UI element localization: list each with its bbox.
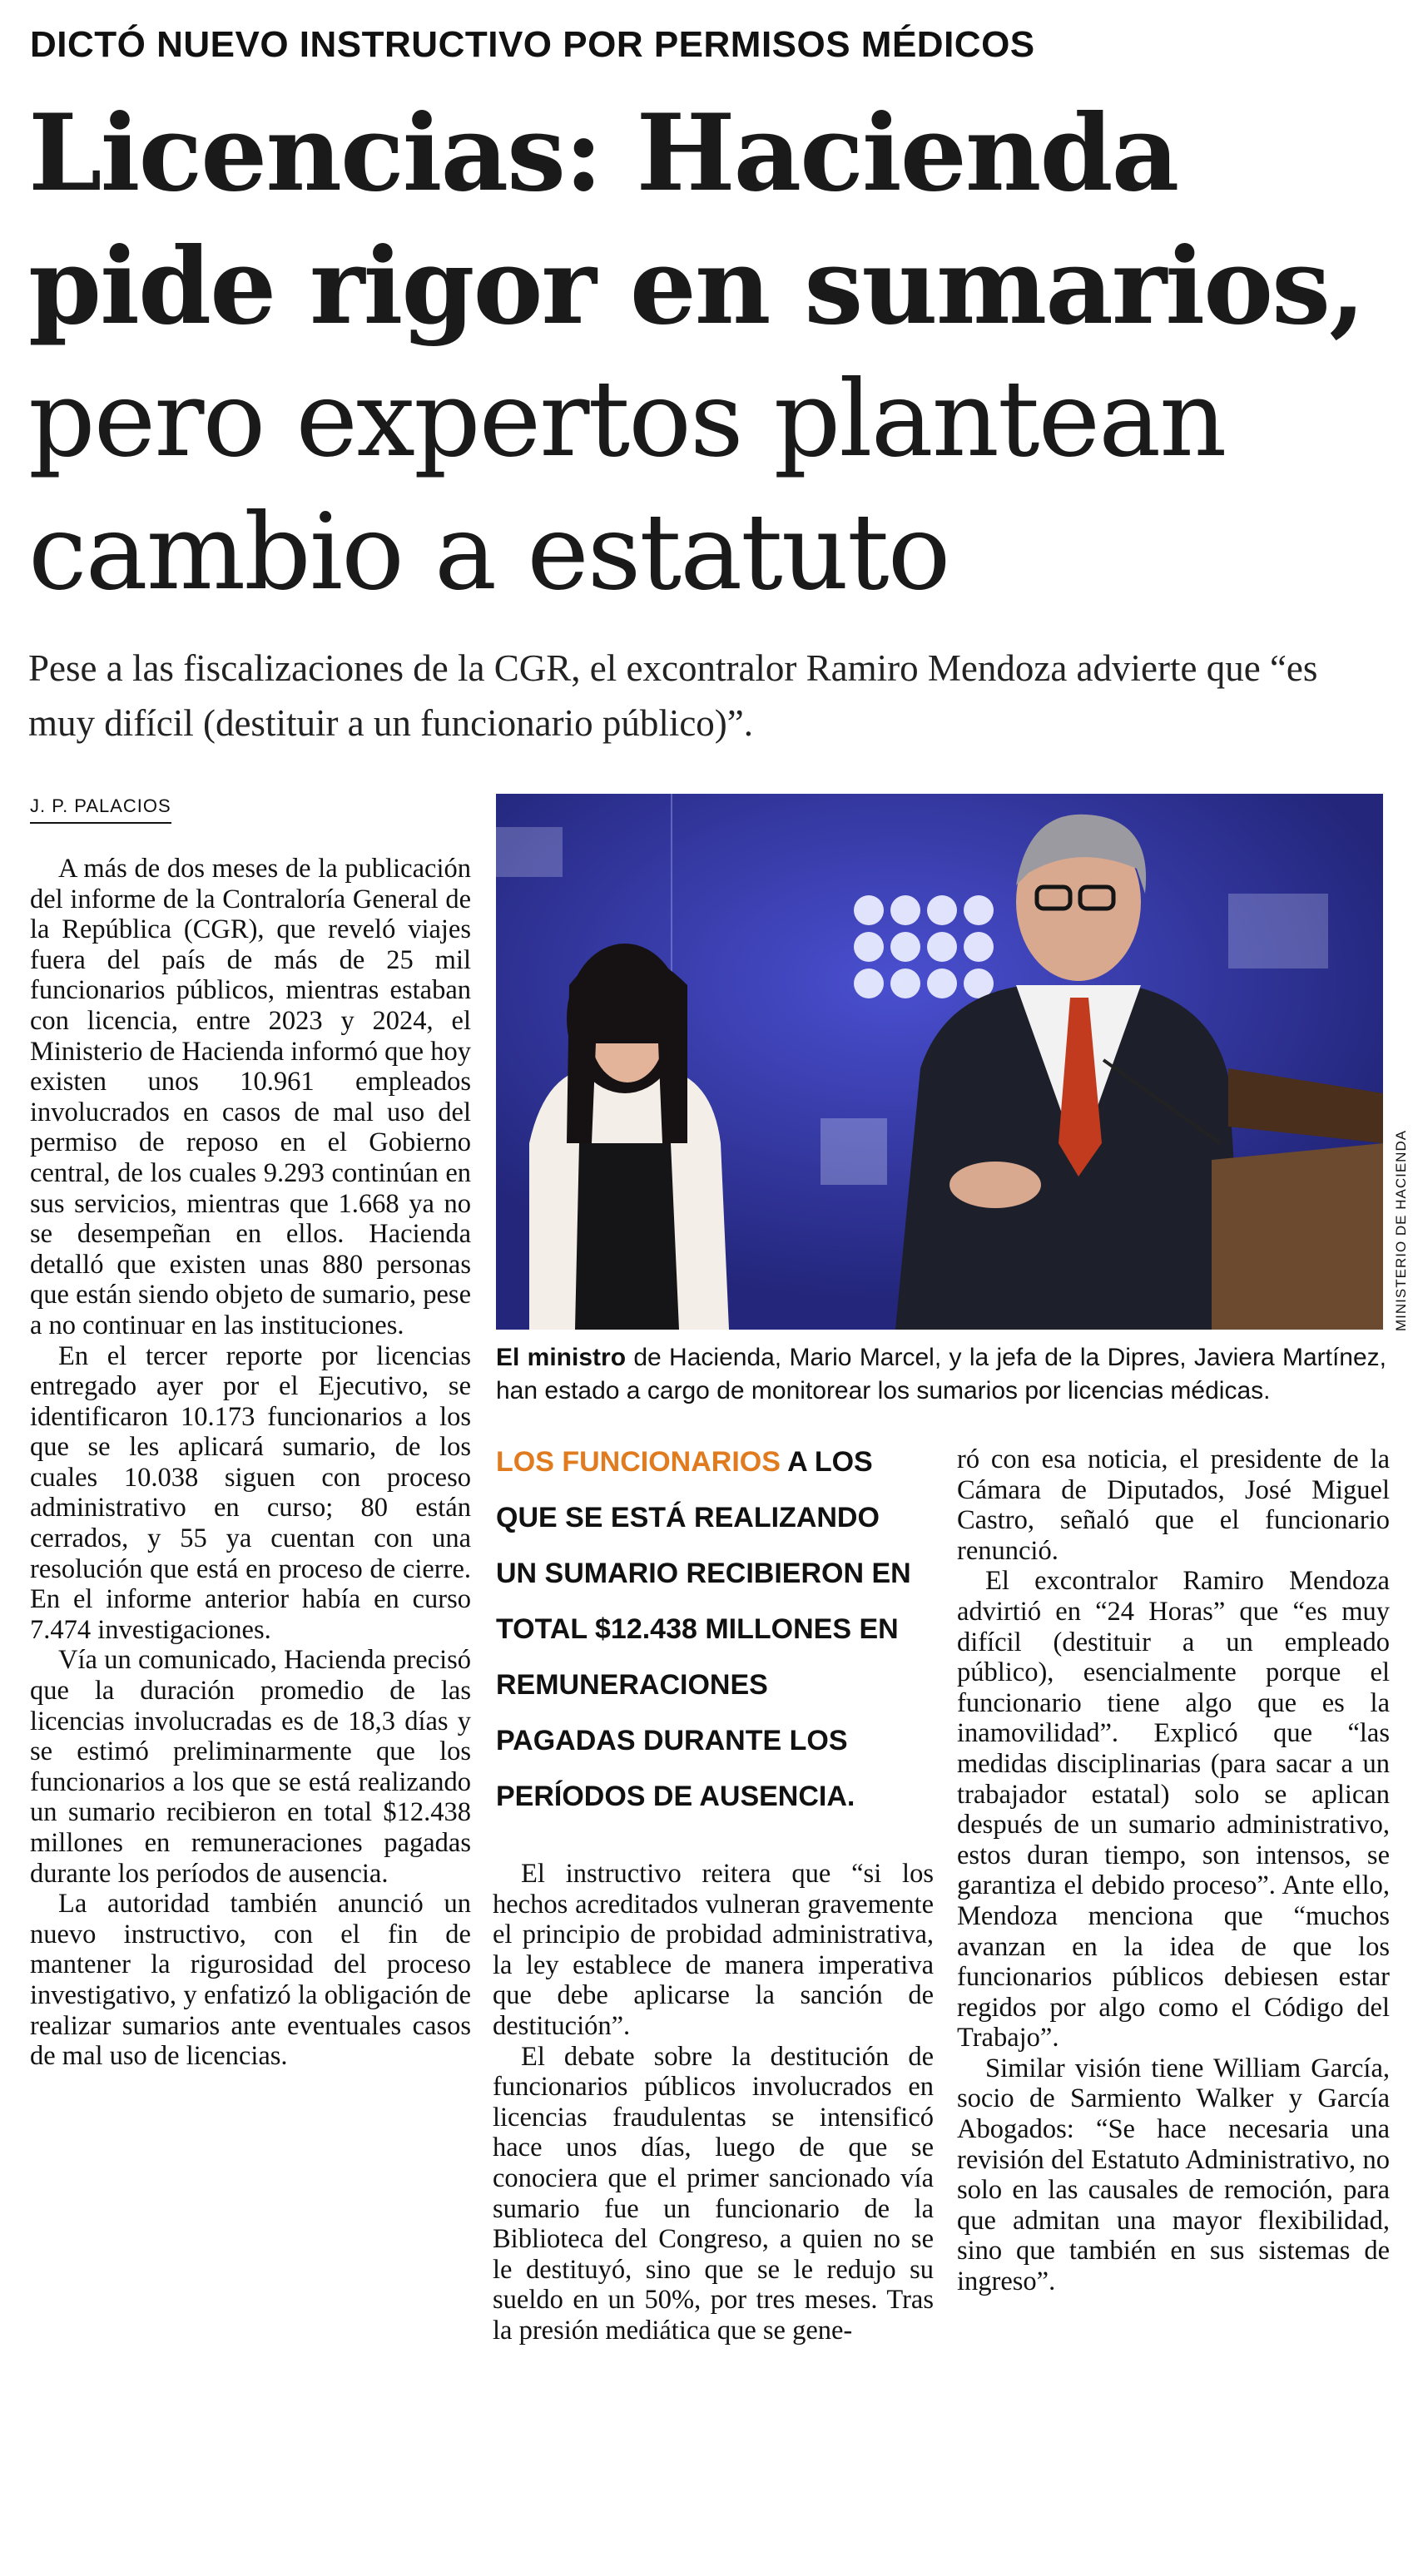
headline [28, 87, 1393, 619]
body-column-2 [493, 1859, 934, 2346]
paragraph: En el tercer reporte por licencias entregado ayer por el Ejecutivo, se identificaron 10.173 funcionarios a los que se les aplicará sumario, de los cuales 10.038 siguen con proceso administrativo en curso; 80 están cerrados, y 55 ya cuentan con una resolución que está en proceso de cierre. En el informe anterior había en curso 7.474 investigaciones. [30, 1340, 471, 1645]
headline-line-2: pide rigor en sumarios, [28, 225, 1364, 348]
pull-quote-text: A LOS QUE SE ESTÁ REALIZANDO UN SUMARIO RECIBIERON EN TOTAL $12.438 MILLONES EN REMUNERACIONES PAGADAS DURANTE LOS PERÍODOS DE AUSENCIA. [496, 1446, 911, 1812]
paragraph: A más de dos meses de la publicación del informe de la Contraloría General de la República (CGR), que reveló viajes fuera del país de más de 25 mil funcionarios públicos, mientras estaban con licencia, entre 2023 y 2024, el Ministerio de Hacienda informó que hoy existen unos 10.961 empleados involucrados en casos de mal uso del permiso de reposo en el Gobierno central, de los cuales 9.293 continúan en sus servicios, mientras que 1.668 ya no se desempeñan en ellos. Hacienda detalló que existen unas 880 personas que están siendo objeto de sumario, pese a no continuar en las instituciones. [30, 854, 471, 1340]
paragraph: El debate sobre la destitución de funcionarios públicos involucrados en licencias fraudulentas se intensificó hace unos días, luego de que se conociera que el primer sancionado vía sumario fue un funcionario de la Biblioteca del Congreso, a quien no se le destituyó, sino que se le redujo su sueldo en un 50%, por tres meses. Tras la presión mediática que se gene- [493, 2041, 934, 2346]
photo-credit: MINISTERIO DE HACIENDA [1393, 1129, 1409, 1331]
headline-line-1: Licencias: Hacienda [28, 92, 1178, 215]
headline-line-4: cambio a estatuto [28, 491, 949, 613]
byline: J. P. PALACIOS [30, 795, 171, 824]
headline-line-3: pero expertos plantean [28, 358, 1226, 480]
caption-text: de Hacienda, Mario Marcel, y la jefa de la Dipres, Javiera Martínez, han estado a cargo de monitorear los sumarios por licencias médicas. [496, 1344, 1386, 1404]
caption-lead: El ministro [496, 1344, 627, 1371]
paragraph: La autoridad también anunció un nuevo instructivo, con el fin de mantener la rigurosidad del proceso investigativo, y enfatizó la obligación de realizar sumarios ante eventuales casos de mal uso de licencias. [30, 1889, 471, 2072]
deck: Pese a las fiscalizaciones de la CGR, el excontralor Ramiro Mendoza advierte que “es muy difícil (destituir a un funcionario público)”. [28, 647, 1318, 744]
paragraph: El excontralor Ramiro Mendoza advirtió en “24 Horas” que “es muy difícil (destituir a un empleado público), esencialmente porque el funcionario tiene algo que es la inamovilidad”. Explicó que “las medidas disciplinarias (para sacar a un trabajador estatal) solo se aplican después de un sumario administrativo, estos duran tiempo, son intensos, se garantiza el debido proceso”. Ante ello, Mendoza menciona que “muchos avanzan en la idea de que los funcionarios públicos debiesen estar regidos por algo como el Código del Trabajo”. [957, 1566, 1390, 2053]
pull-quote-lead: LOS FUNCIONARIOS [496, 1446, 781, 1478]
kicker: DICTÓ NUEVO INSTRUCTIVO POR PERMISOS MÉDICOS [30, 24, 1035, 65]
body-column-3 [957, 1444, 1390, 2297]
paragraph-continued: ró con esa noticia, el presidente de la Cámara de Diputados, José Miguel Castro, señaló que el funcionario renunció. [957, 1444, 1390, 1566]
paragraph: El instructivo reitera que “si los hechos acreditados vulneran gravemente el principio de probidad administrativa, la ley establece de manera imperativa que debe aplicarse la sanción de destitución”. [493, 1859, 934, 2041]
paragraph: Vía un comunicado, Hacienda precisó que la duración promedio de las licencias involucradas es de 18,3 días y se estimó preliminarmente que los funcionarios a los que se está realizando un sumario recibieron en total $12.438 millones en remuneraciones pagadas durante los períodos de ausencia. [30, 1645, 471, 1889]
paragraph: Similar visión tiene William García, socio de Sarmiento Walker y García Abogados: “Se hace necesaria una revisión del Estatuto Administrativo, no solo en las causales de remoción, para que admitan una mayor flexibilidad, sino que también en sus sistemas de ingreso”. [957, 2053, 1390, 2297]
photo-caption [496, 1341, 1386, 1408]
news-photo [496, 794, 1383, 1330]
pull-quote [496, 1434, 912, 1825]
photo-illustration [496, 794, 1383, 1330]
body-column-1 [30, 854, 471, 2072]
